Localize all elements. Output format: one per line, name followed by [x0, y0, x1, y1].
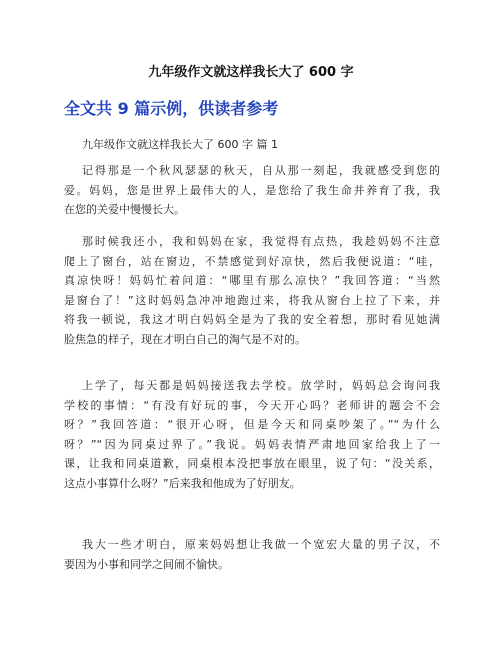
paragraph-4 — [64, 535, 440, 574]
paragraph-line: 记得那是一个秋风瑟瑟的秋天，自从那一刻起，我就感受到您的 — [82, 164, 440, 177]
paragraph-line: 真凉快呀！妈妈忙着问道：“哪里有那么凉快？”我回答道：“当然 — [64, 274, 440, 287]
paragraph-line: 上学了，每天都是妈妈接送我去学校。放学时，妈妈总会询问我 — [82, 379, 440, 392]
paragraph-2 — [64, 232, 440, 349]
paragraph-line: 呀？”“因为同桌过界了。”我说。妈妈表情严肃地回家给我上了一 — [64, 437, 440, 451]
paragraph-line: 将我一顿说，我这才明白妈妈全是为了我的安全着想，那时看见她满 — [64, 313, 440, 326]
paragraph-line: 那时候我还小，我和妈妈在家，我觉得有点热，我趁妈妈不注意 — [82, 235, 440, 248]
paragraph-line: 是窗台了！”这时妈妈急冲冲地跑过来，将我从窗台上拉了下来，并 — [64, 293, 440, 307]
document-subtitle: 全文共 9 篇示例，供读者参考 — [64, 99, 279, 118]
paragraph-line: 爱。妈妈，您是世界上最伟大的人，是您给了我生命并养育了我，我 — [64, 183, 440, 197]
document-title: 九年级作文就这样我长大了 600 字 — [148, 65, 354, 80]
paragraph-line: 要因为小事和同学之间闹不愉快。 — [64, 557, 229, 571]
paragraph-line: 课，让我和同桌道歉，同桌根本没把事放在眼里，说了句：“没关系， — [64, 457, 440, 470]
paragraph-3 — [64, 376, 440, 493]
paragraph-1 — [64, 161, 440, 220]
essay-heading: 九年级作文就这样我长大了 600 字 篇 1 — [82, 138, 278, 151]
paragraph-line: 脸焦急的样子，现在才明白自己的淘气是不对的。 — [64, 332, 306, 346]
paragraph-line: 在您的关爱中慢慢长大。 — [64, 203, 185, 216]
paragraph-line: 我大一些才明白，原来妈妈想让我做一个宽宏大量的男子汉，不 — [82, 538, 440, 551]
paragraph-line: 学校的事情：“有没有好玩的事，今天开心吗？老师讲的题会不会 — [64, 398, 440, 412]
paragraph-line: 这点小事算什么呀？”后来我和他成为了好朋友。 — [64, 476, 301, 490]
paragraph-line: 爬上了窗台，站在窗边，不禁感觉到好凉快，然后我便说道：“哇， — [64, 254, 440, 268]
paragraph-line: 呀？”我回答道：“很开心呀，但是今天和同桌吵架了。”“为什么 — [64, 418, 440, 431]
